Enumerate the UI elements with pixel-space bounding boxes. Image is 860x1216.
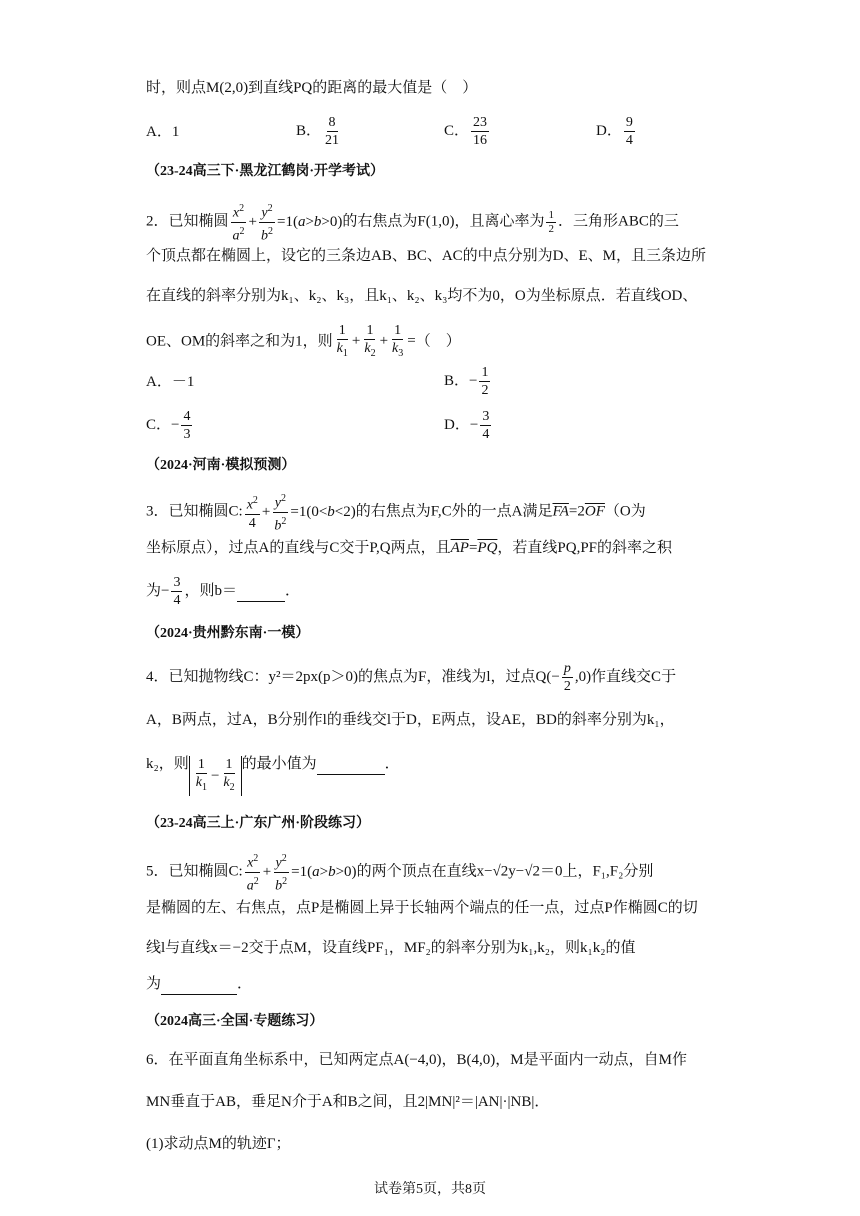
- abs-expression: $\frac{1}{k_1}$ − $\frac{1}{k_2}$: [189, 756, 242, 796]
- q4-line-2: A，B两点，过A，B分别作l的垂线交l于D，E两点，设AE，BD的斜率分别为k₁，: [146, 712, 675, 728]
- q3-source: （2024·河南·模拟预测）: [146, 458, 296, 473]
- q4-source: （2024·贵州黔东南·一模）: [146, 626, 310, 641]
- q2-option-b: B．− $\frac{1}{2}$: [444, 365, 489, 398]
- answer-blank[interactable]: [161, 974, 237, 995]
- answer-blank[interactable]: [317, 754, 385, 775]
- q4-line-1: 4．已知抛物线C：y²＝2px(p＞0)的焦点为F，准线为l，过点Q(− $\frac{p}{2}$ ,0)作直线交C于: [146, 661, 677, 694]
- q5-line-2: 是椭圆的左、右焦点，点P是椭圆上异于长轴两个端点的任一点，过点P作椭圆C的切: [146, 900, 698, 916]
- q2-option-d: D．− $\frac{3}{4}$: [444, 409, 490, 442]
- q2-option-c: C．− $\frac{4}{3}$: [146, 409, 191, 442]
- answer-blank[interactable]: [237, 581, 285, 602]
- vector-equation: $\overline{AP}=\overline{PQ}$: [450, 540, 498, 556]
- ellipse-equation: $\frac{x^2}{a^2}$ + $\frac{y^2}{b^2}$ =1(a>b>0): [229, 214, 343, 230]
- q2-line-4: OE、OM的斜率之和为1，则 $\frac{1}{k_1}$ + $\frac{1}{k_2}$ + $\frac{1}{k_3}$ =（ ）: [146, 323, 461, 359]
- q4-line-3: k₂，则 $\frac{1}{k_1}$ − $\frac{1}{k_2}$ 的最小值为 ．: [146, 754, 400, 796]
- reciprocal-sum: $\frac{1}{k_1}$ + $\frac{1}{k_2}$ + $\frac{1}{k_3}$ =: [336, 323, 416, 359]
- q6-line-1: 6．在平面直角坐标系中，已知两定点A(−4,0)，B(4,0)，M是平面内一动点，自M作: [146, 1052, 687, 1068]
- q0-option-b: B． $\frac{8}{21}$: [296, 115, 340, 148]
- q5-line-1: 5．已知椭圆C: $\frac{x^2}{a^2}$ + $\frac{y^2}{b^2}$ =1(a>b>0)的两个顶点在直线x−√2y−√2＝0上，F₁,F₂分别: [146, 850, 653, 894]
- q0-stem: 时，则点M(2,0)到直线PQ的距离的最大值是（ ）: [146, 80, 478, 96]
- q5-source: （23-24高三上·广东广州·阶段练习）: [146, 816, 370, 831]
- q2-option-a: A．－1: [146, 374, 195, 390]
- q2-source: （23-24高三下·黑龙江鹤岗·开学考试）: [146, 164, 384, 179]
- q2-line-1: 2．已知椭圆 $\frac{x^2}{a^2}$ + $\frac{y^2}{b^2}$ =1(a>b>0)的右焦点为F(1,0)，且离心率为 $\frac{1}{2}$ ．三角形ABC的三: [146, 200, 679, 244]
- q5-line-3: 线l与直线x＝−2交于点M，设直线PF₁，MF₂的斜率分别为k₁,k₂，则k₁k₂的值: [146, 940, 636, 956]
- q3-line-3: 为− $\frac{3}{4}$ ，则b＝ ．: [146, 575, 301, 608]
- q6-line-3: (1)求动点M的轨迹Γ；: [146, 1136, 291, 1152]
- q3-line-1: 3．已知椭圆C: $\frac{x^2}{4}$ + $\frac{y^2}{b^2}$ =1(0<b<2)的右焦点为F,C外的一点A满足$\overline{FA}=2\overline{OF}(O$为: [146, 490, 646, 534]
- q5-line-4: 为 ．: [146, 974, 252, 995]
- q0-option-c: C． $\frac{23}{16}$: [444, 115, 488, 148]
- q0-option-d: D． $\frac{9}{4}$: [596, 115, 633, 148]
- q2-line-3: 在直线的斜率分别为k₁、k₂、k₃，且k₁、k₂、k₃均不为0，O为坐标原点．若直线OD、: [146, 288, 698, 304]
- q2-line-2: 个顶点都在椭圆上，设它的三条边AB、BC、AC的中点分别为D、E、M，且三条边所: [146, 248, 707, 264]
- q3-line-2: 坐标原点），过点A的直线与C交于P,Q两点，且$\overline{AP}=\overline{PQ}$，若直线PQ,PF的斜率之积: [146, 540, 673, 556]
- page-footer: 试卷第5页，共8页: [374, 1182, 486, 1197]
- ellipse-equation: $\frac{x^2}{4}$ + $\frac{y^2}{b^2}$ =1(0<b<2): [243, 504, 356, 520]
- ellipse-equation: $\frac{x^2}{a^2}$ + $\frac{y^2}{b^2}$ =1(a>b>0): [243, 864, 357, 880]
- vector-equation: $\overline{FA}=2\overline{OF}$: [552, 503, 605, 520]
- q6-line-2: MN垂直于AB，垂足N介于A和B之间，且2|MN|²＝|AN|·|NB|．: [146, 1094, 550, 1110]
- q6-source: （2024高三·全国·专题练习）: [146, 1014, 324, 1029]
- q0-option-a: A．1: [146, 124, 180, 140]
